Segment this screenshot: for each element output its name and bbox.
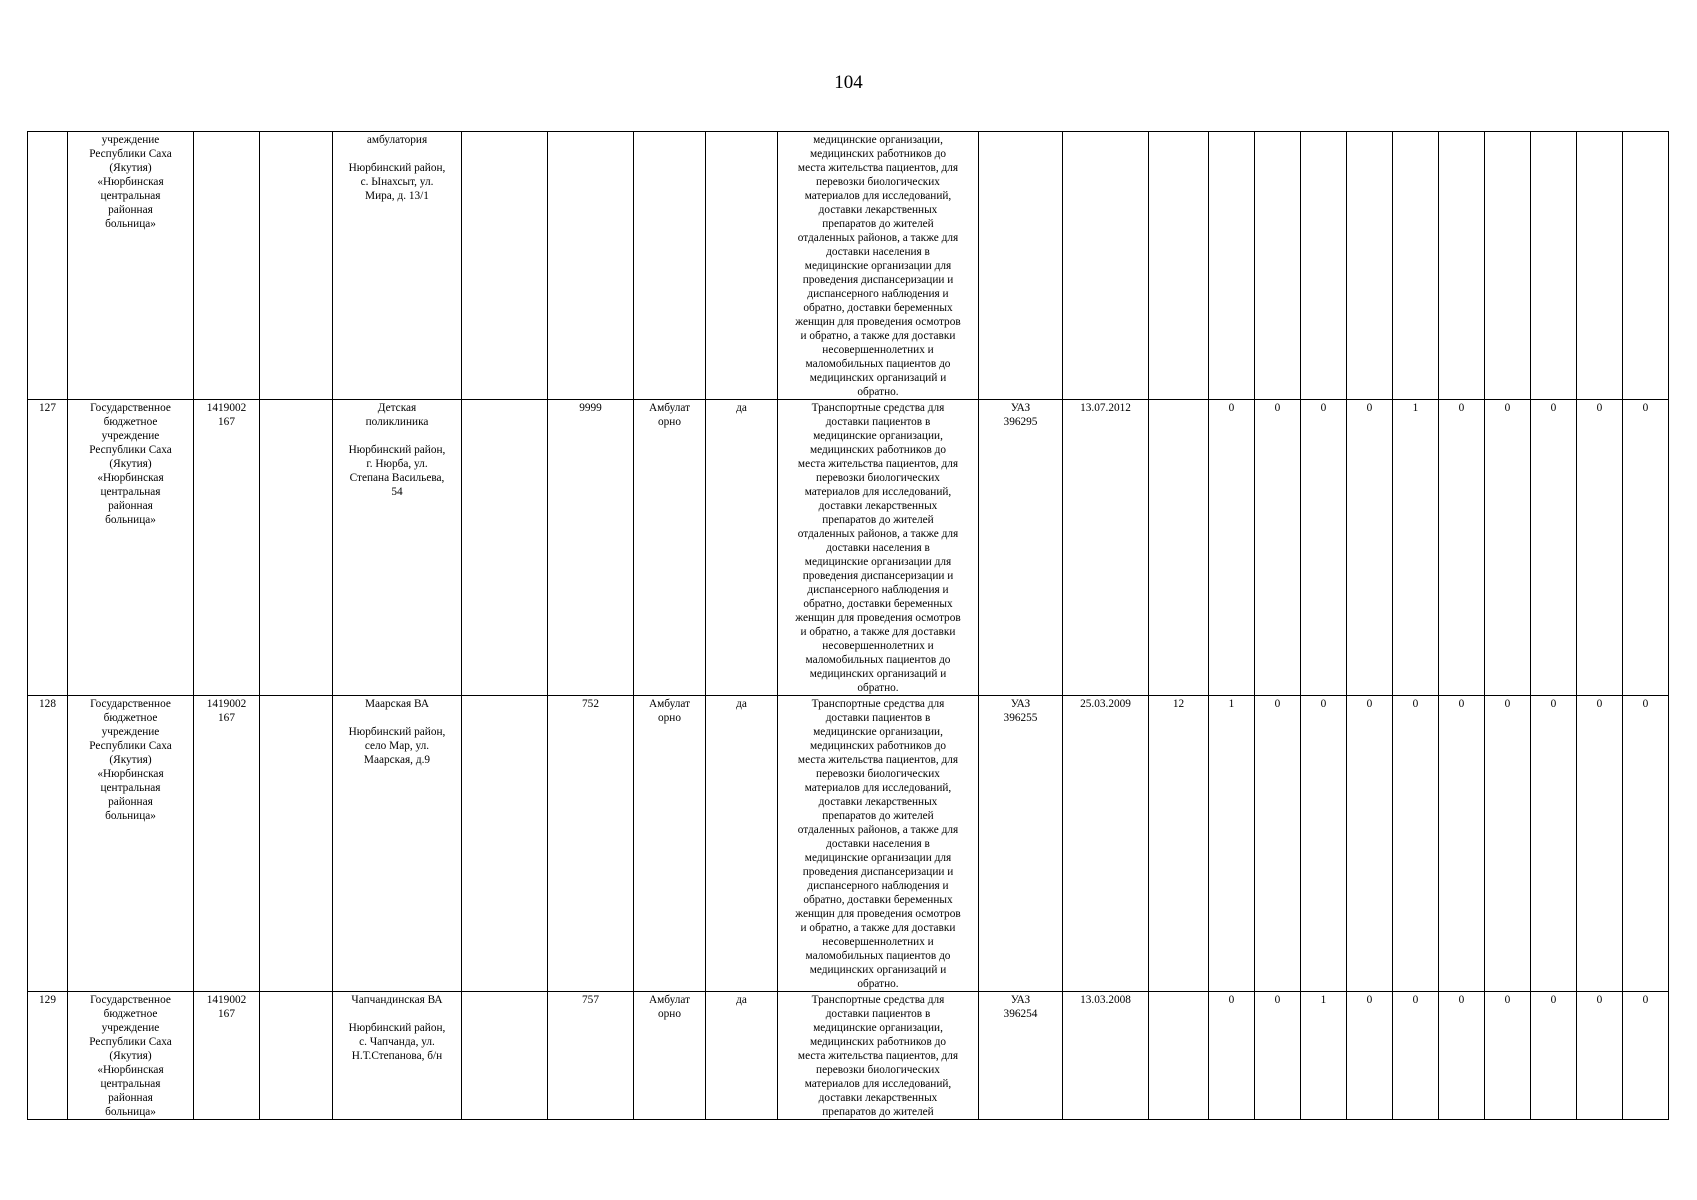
vehicle-cell: УАЗ 396255 [979, 696, 1063, 992]
count-cell: 0 [1347, 400, 1393, 696]
facility-cell: Чапчандинская ВА Нюрбинский район, с. Чапчанда, ул. Н.Т.Степанова, б/н [333, 992, 462, 1120]
empty-cell [462, 992, 548, 1120]
count-cell: 0 [1393, 992, 1439, 1120]
flag-cell: да [706, 696, 778, 992]
row-number-cell: 127 [28, 400, 68, 696]
count-cell: 0 [1485, 992, 1531, 1120]
organization-cell: учреждение Республики Саха (Якутия) «Нюрбинская центральная районная больница» [68, 132, 194, 400]
count-cell: 0 [1485, 696, 1531, 992]
facility-cell: Детская поликлиника Нюрбинский район, г. Нюрба, ул. Степана Васильева, 54 [333, 400, 462, 696]
empty-cell [260, 992, 333, 1120]
count-cell: 0 [1623, 400, 1669, 696]
count-cell [1209, 132, 1255, 400]
purpose-cell: Транспортные средства для доставки пациентов в медицинские организации, медицинских работников до места жительства пациентов, для перевозки биологических материалов для исследований, доставки лекарственных препаратов до жителей [778, 992, 979, 1120]
count-cell [1577, 132, 1623, 400]
count-cell: 0 [1347, 992, 1393, 1120]
count-cell: 0 [1347, 696, 1393, 992]
count-cell [1485, 132, 1531, 400]
table-row [28, 400, 1669, 696]
count-cell: 0 [1531, 696, 1577, 992]
care-type-cell: Амбулат орно [634, 400, 706, 696]
code-cell: 9999 [548, 400, 634, 696]
quantity-cell: 12 [1149, 696, 1209, 992]
care-type-cell: Амбулат орно [634, 696, 706, 992]
flag-cell [706, 132, 778, 400]
inn-cell: 1419002 167 [194, 400, 260, 696]
count-cell: 0 [1255, 992, 1301, 1120]
count-cell: 0 [1439, 400, 1485, 696]
date-cell: 25.03.2009 [1063, 696, 1149, 992]
count-cell: 0 [1301, 696, 1347, 992]
empty-cell [260, 400, 333, 696]
flag-cell: да [706, 400, 778, 696]
count-cell: 0 [1209, 400, 1255, 696]
count-cell: 0 [1577, 992, 1623, 1120]
vehicle-cell [979, 132, 1063, 400]
quantity-cell [1149, 992, 1209, 1120]
row-number-cell [28, 132, 68, 400]
count-cell: 0 [1439, 696, 1485, 992]
table-row [28, 696, 1669, 992]
code-cell: 757 [548, 992, 634, 1120]
care-type-cell [634, 132, 706, 400]
empty-cell [260, 132, 333, 400]
row-number-cell: 128 [28, 696, 68, 992]
empty-cell [260, 696, 333, 992]
count-cell [1623, 132, 1669, 400]
quantity-cell [1149, 400, 1209, 696]
count-cell: 0 [1255, 696, 1301, 992]
care-type-cell: Амбулат орно [634, 992, 706, 1120]
table-row [28, 992, 1669, 1120]
empty-cell [462, 400, 548, 696]
count-cell: 0 [1485, 400, 1531, 696]
count-cell: 0 [1577, 400, 1623, 696]
count-cell: 0 [1577, 696, 1623, 992]
code-cell [548, 132, 634, 400]
inn-cell: 1419002 167 [194, 992, 260, 1120]
count-cell: 0 [1393, 696, 1439, 992]
vehicle-cell: УАЗ 396254 [979, 992, 1063, 1120]
code-cell: 752 [548, 696, 634, 992]
quantity-cell [1149, 132, 1209, 400]
purpose-cell: Транспортные средства для доставки пациентов в медицинские организации, медицинских работников до места жительства пациентов, для перевозки биологических материалов для исследований, доставки лекарственных препаратов до жителей отдаленных районов, а также для доставки населения в медицинские организации для проведения диспансеризации и диспансерного наблюдения и обратно, доставки беременных женщин для проведения осмотров и обратно, а также для доставки несовершеннолетних и маломобильных пациентов до медицинских организаций и обратно. [778, 400, 979, 696]
count-cell [1393, 132, 1439, 400]
date-cell: 13.03.2008 [1063, 992, 1149, 1120]
empty-cell [462, 696, 548, 992]
count-cell: 0 [1531, 992, 1577, 1120]
count-cell: 0 [1531, 400, 1577, 696]
inn-cell: 1419002 167 [194, 696, 260, 992]
count-cell [1439, 132, 1485, 400]
facility-cell: Маарская ВА Нюрбинский район, село Мар, ул. Маарская, д.9 [333, 696, 462, 992]
table-row [28, 132, 1669, 400]
organization-cell: Государственное бюджетное учреждение Республики Саха (Якутия) «Нюрбинская центральная районная больница» [68, 992, 194, 1120]
count-cell [1301, 132, 1347, 400]
count-cell: 0 [1439, 992, 1485, 1120]
vehicle-register-table [27, 131, 1669, 1120]
count-cell: 0 [1255, 400, 1301, 696]
count-cell: 0 [1623, 992, 1669, 1120]
purpose-cell: Транспортные средства для доставки пациентов в медицинские организации, медицинских работников до места жительства пациентов, для перевозки биологических материалов для исследований, доставки лекарственных препаратов до жителей отдаленных районов, а также для доставки населения в медицинские организации для проведения диспансеризации и диспансерного наблюдения и обратно, доставки беременных женщин для проведения осмотров и обратно, а также для доставки несовершеннолетних и маломобильных пациентов до медицинских организаций и обратно. [778, 696, 979, 992]
count-cell [1531, 132, 1577, 400]
inn-cell [194, 132, 260, 400]
count-cell: 1 [1301, 992, 1347, 1120]
date-cell: 13.07.2012 [1063, 400, 1149, 696]
organization-cell: Государственное бюджетное учреждение Республики Саха (Якутия) «Нюрбинская центральная районная больница» [68, 400, 194, 696]
count-cell: 1 [1393, 400, 1439, 696]
row-number-cell: 129 [28, 992, 68, 1120]
count-cell [1255, 132, 1301, 400]
count-cell: 0 [1209, 992, 1255, 1120]
vehicle-cell: УАЗ 396295 [979, 400, 1063, 696]
facility-cell: амбулатория Нюрбинский район, с. Ынахсыт, ул. Мира, д. 13/1 [333, 132, 462, 400]
purpose-cell: медицинские организации, медицинских работников до места жительства пациентов, для перевозки биологических материалов для исследований, доставки лекарственных препаратов до жителей отдаленных районов, а также для доставки населения в медицинские организации для проведения диспансеризации и диспансерного наблюдения и обратно, доставки беременных женщин для проведения осмотров и обратно, а также для доставки несовершеннолетних и маломобильных пациентов до медицинских организаций и обратно. [778, 132, 979, 400]
date-cell [1063, 132, 1149, 400]
empty-cell [462, 132, 548, 400]
page-number: 104 [834, 72, 863, 93]
count-cell: 0 [1301, 400, 1347, 696]
count-cell: 1 [1209, 696, 1255, 992]
count-cell: 0 [1623, 696, 1669, 992]
flag-cell: да [706, 992, 778, 1120]
organization-cell: Государственное бюджетное учреждение Республики Саха (Якутия) «Нюрбинская центральная районная больница» [68, 696, 194, 992]
count-cell [1347, 132, 1393, 400]
